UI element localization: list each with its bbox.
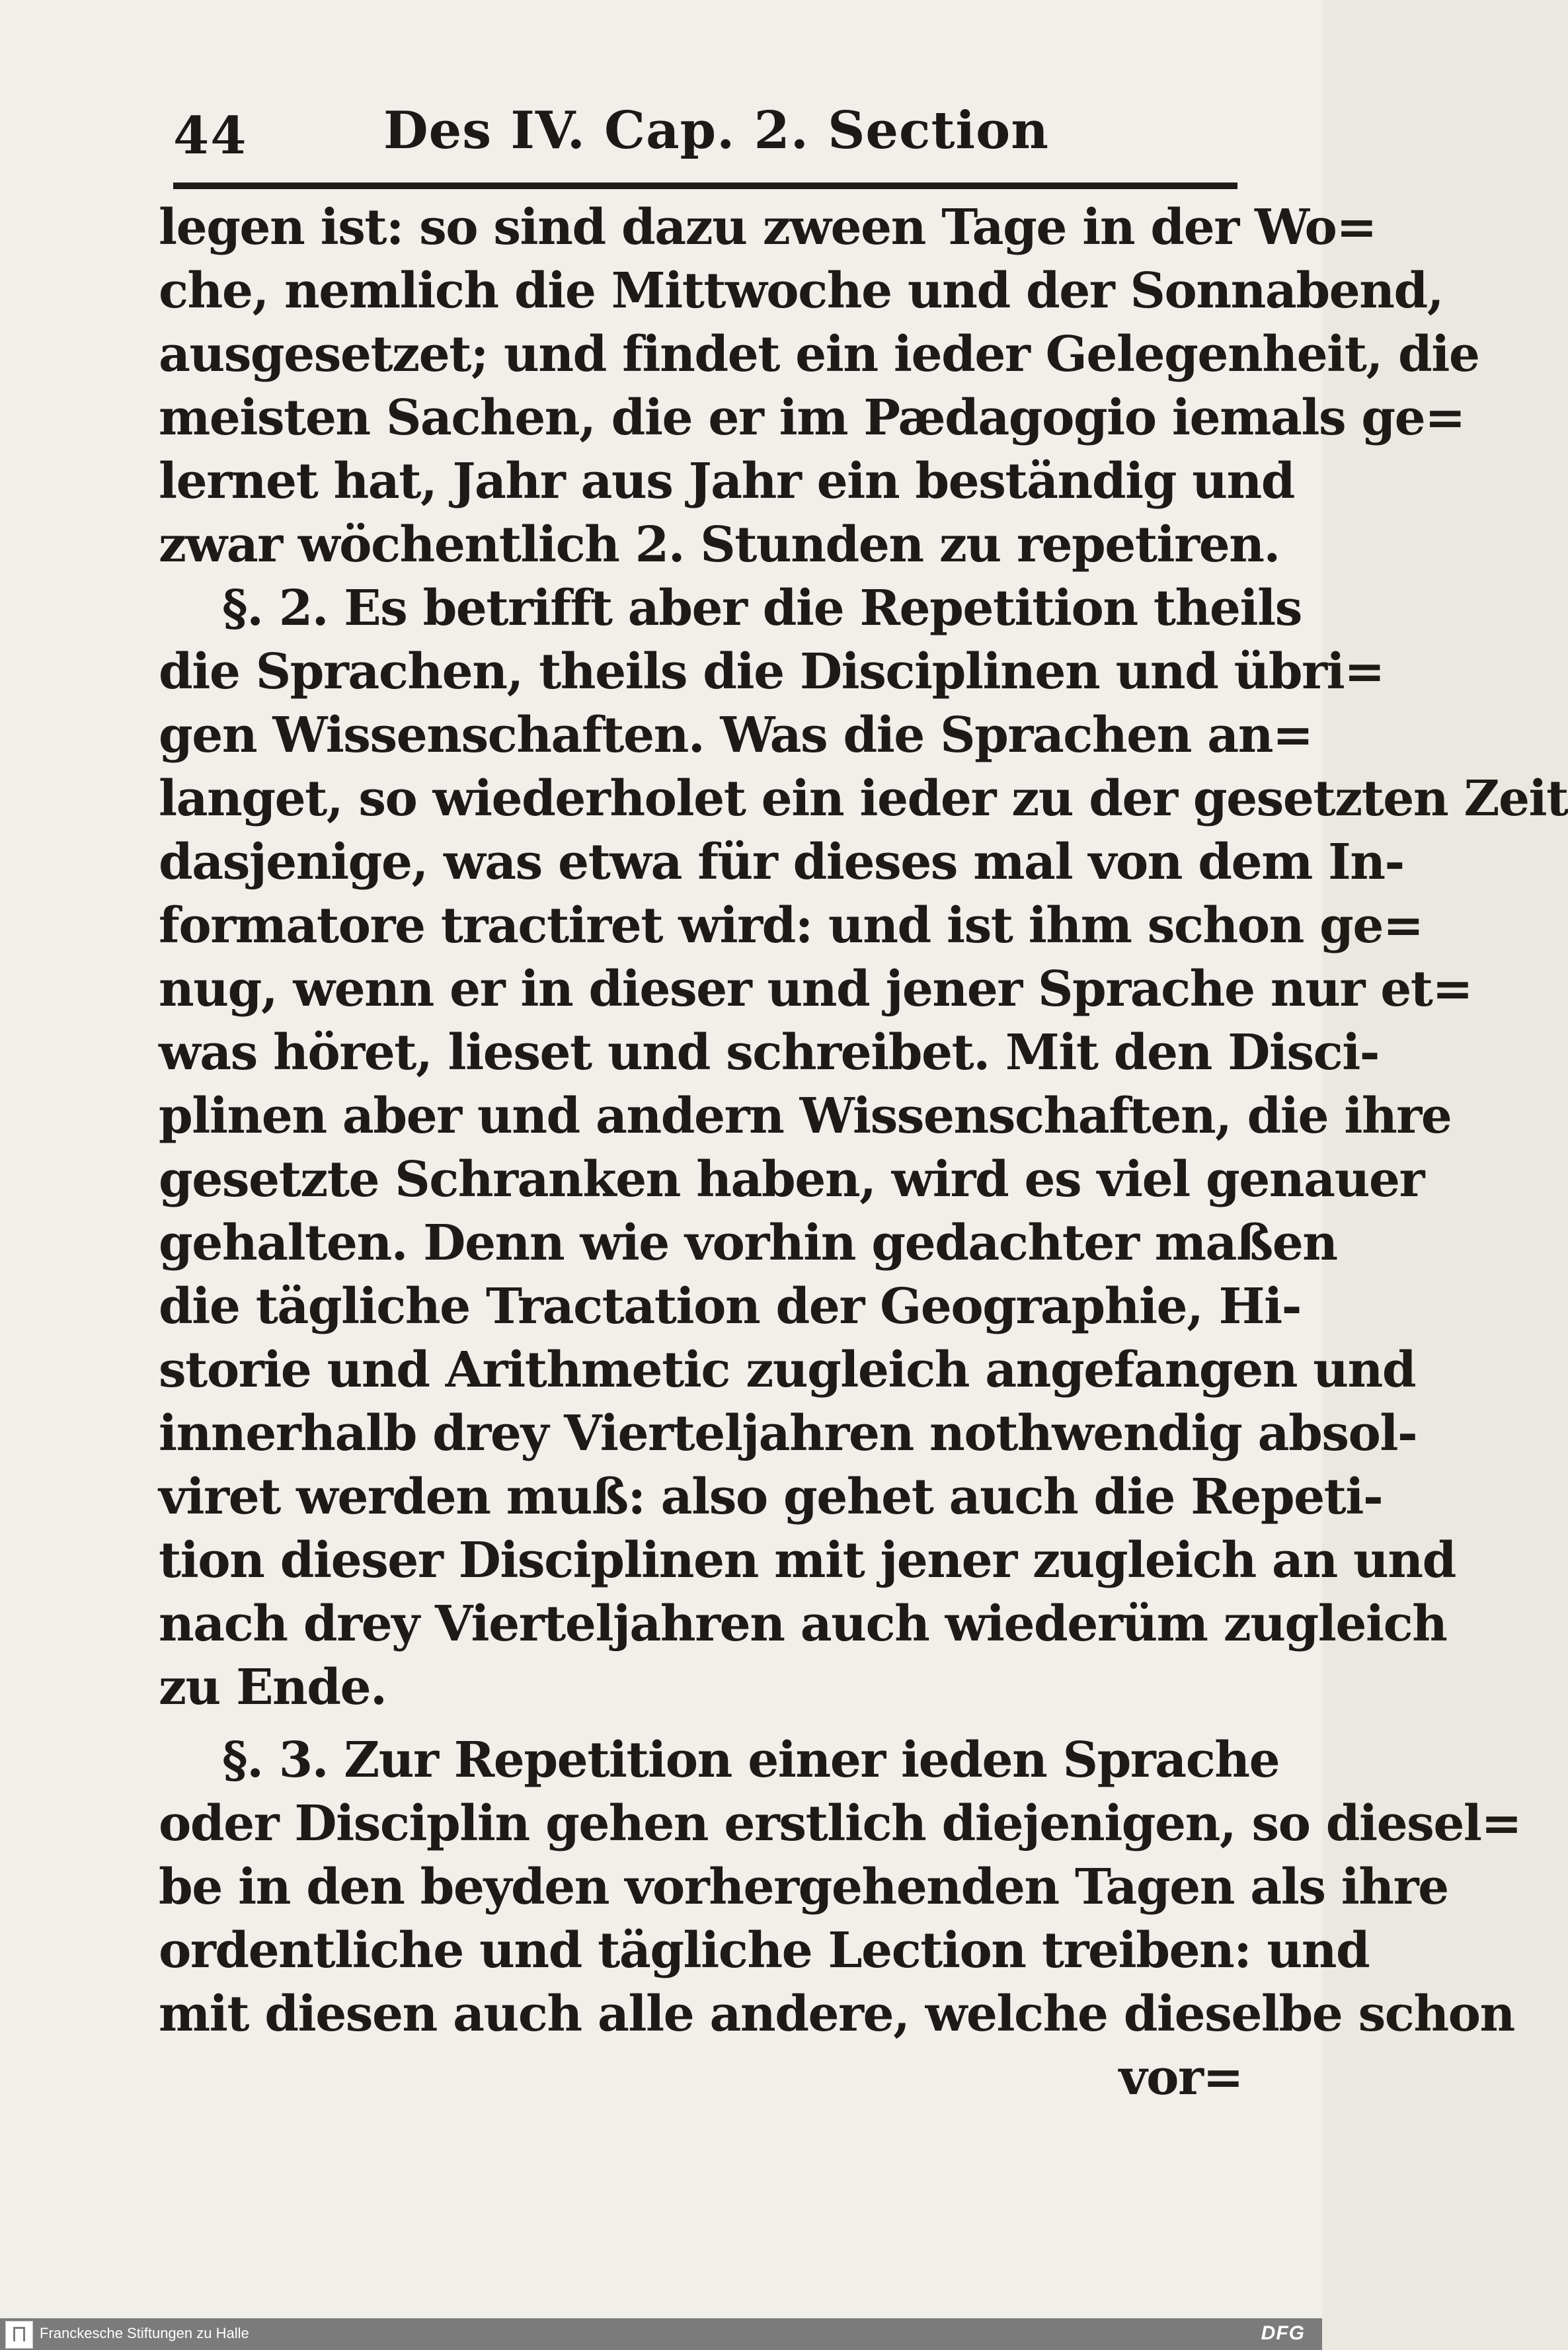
text-line: die tägliche Tractation der Geographie, Hi- (159, 1278, 1301, 1335)
text-line: oder Disciplin gehen erstlich diejenigen, so diesel= (159, 1795, 1522, 1852)
text-line: storie und Arithmetic zugleich angefangen und (159, 1342, 1416, 1398)
text-line: innerhalb drey Vierteljahren nothwendig absol- (159, 1405, 1417, 1462)
text-line: mit diesen auch alle andere, welche dieselbe schon (159, 1986, 1514, 2043)
text-line: gehalten. Denn wie vorhin gedachter maßen (159, 1215, 1337, 1272)
text-line: gen Wissenschaften. Was die Sprachen an= (159, 707, 1313, 764)
text-line: dasjenige, was etwa für dieses mal von dem In- (159, 834, 1404, 891)
text-line: formatore tractiret wird: und ist ihm schon ge= (159, 897, 1423, 954)
viewer-footer (0, 2318, 1322, 2350)
page-header (173, 101, 1237, 173)
page-number: 44 (173, 106, 248, 166)
paragraph-3-start: §. 3. Zur Repetition einer ieden Sprache (222, 1732, 1280, 1789)
text-line: zwar wöchentlich 2. Stunden zu repetiren. (159, 516, 1280, 573)
header-rule (173, 182, 1237, 189)
text-line: tion dieser Disciplinen mit jener zugleich an und (159, 1532, 1456, 1589)
text-line: nach drey Vierteljahren auch wiederüm zugleich (159, 1596, 1447, 1652)
text-line: plinen aber und andern Wissenschaften, die ihre (159, 1088, 1452, 1145)
text-line: gesetzte Schranken haben, wird es viel genauer (159, 1151, 1424, 1208)
body-text (159, 196, 1568, 2109)
text-line: lernet hat, Jahr aus Jahr ein beständig und (159, 453, 1295, 510)
text-line: was höret, lieset und schreibet. Mit den Disci- (159, 1024, 1380, 1081)
text-line: ordentliche und tägliche Lection treiben: und (159, 1922, 1370, 1979)
running-head: Des IV. Cap. 2. Section (383, 101, 1049, 161)
text-line: nug, wenn er in dieser und jener Sprache nur et= (159, 961, 1472, 1018)
text-line: viret werden muß: also gehet auch die Repeti- (159, 1469, 1383, 1525)
catchword: vor= (1118, 2049, 1243, 2106)
provider-logo-icon[interactable] (5, 2321, 33, 2349)
text-line: be in den beyden vorhergehenden Tagen als ihre (159, 1859, 1448, 1916)
provider-name[interactable]: Franckesche Stiftungen zu Halle (40, 2325, 249, 2341)
paragraph-2-start: §. 2. Es betrifft aber die Repetition theils (222, 580, 1302, 637)
text-line: langet, so wiederholet ein ieder zu der gesetzten Zeit (159, 770, 1568, 827)
text-line: ausgesetzet; und findet ein ieder Gelegenheit, die (159, 326, 1479, 383)
text-line: che, nemlich die Mittwoche und der Sonnabend, (159, 263, 1444, 319)
text-line: die Sprachen, theils die Disciplinen und übri= (159, 643, 1384, 700)
text-line: zu Ende. (159, 1659, 387, 1716)
text-line: meisten Sachen, die er im Pædagogio iemals ge= (159, 389, 1465, 446)
dfg-logo[interactable]: DFG (1261, 2322, 1305, 2344)
text-line: legen ist: so sind dazu zween Tage in der Wo= (159, 199, 1376, 256)
